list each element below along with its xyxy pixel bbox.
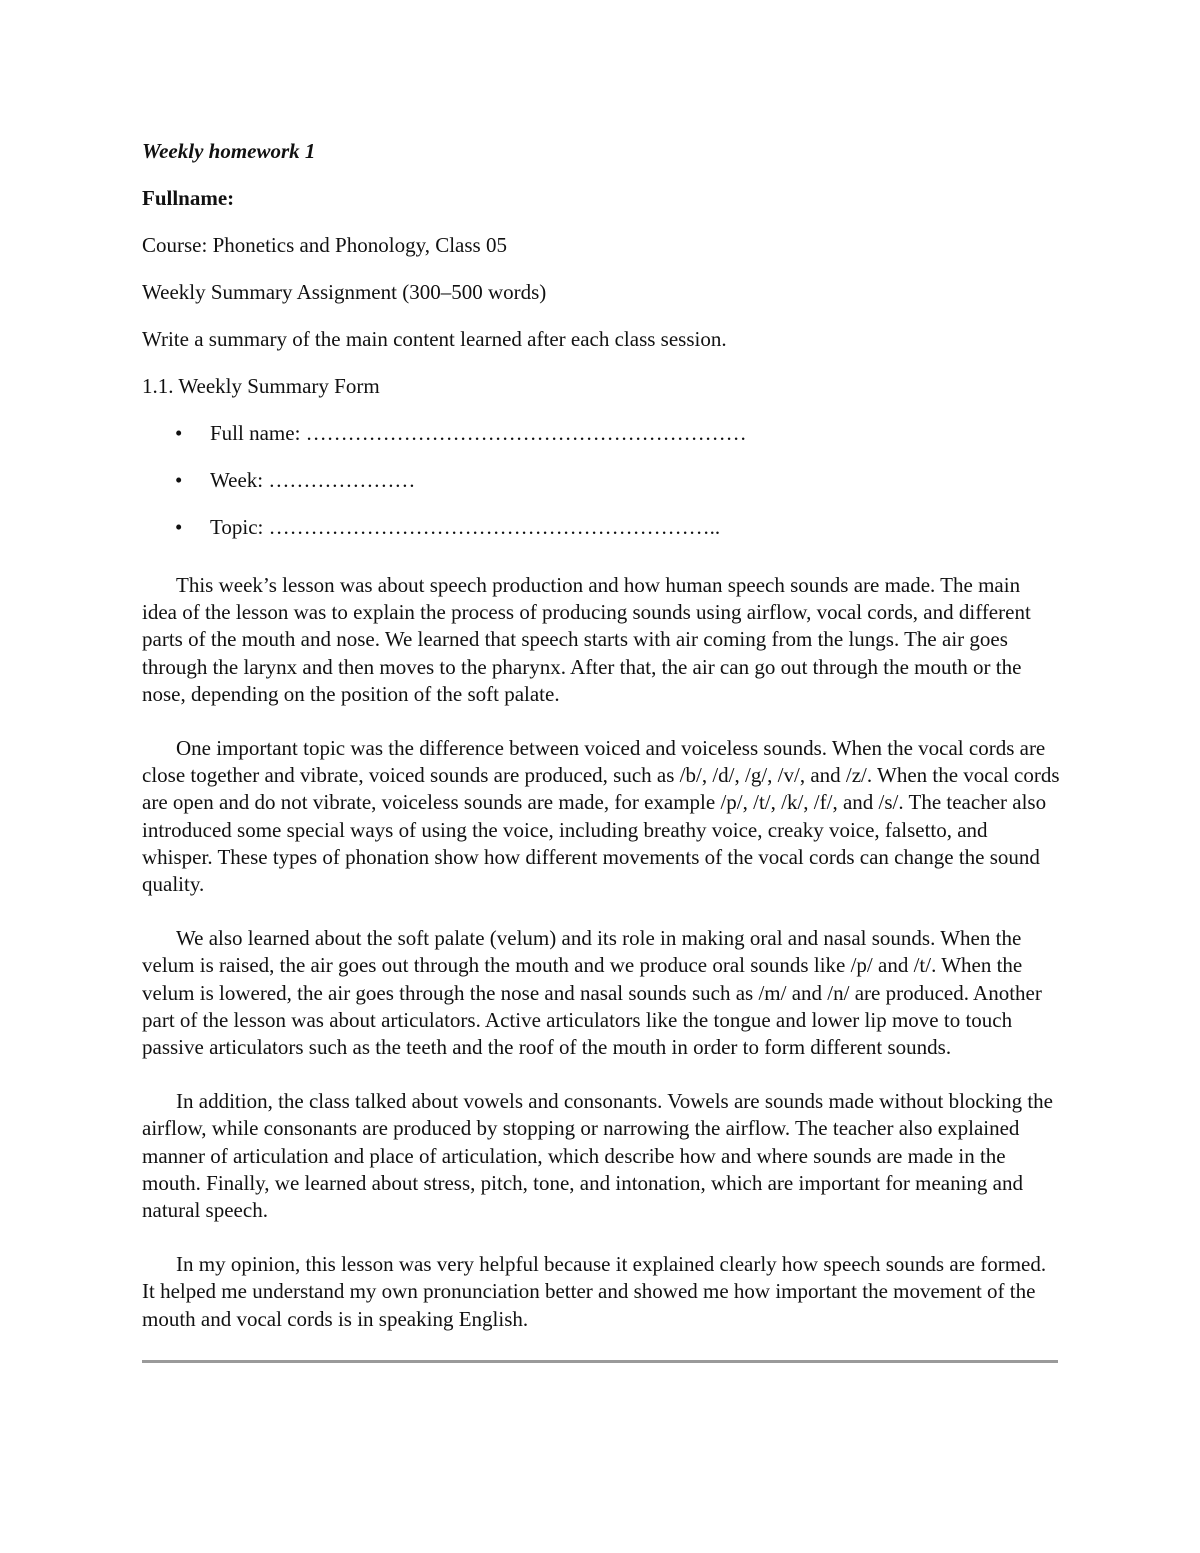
bullet-icon: • [175,468,183,492]
course-line: Course: Phonetics and Phonology, Class 05 [142,233,507,257]
form-field-full-name [142,420,1060,447]
assignment-line: Weekly Summary Assignment (300–500 words) [142,280,547,304]
bullet-icon: • [175,421,183,445]
form-field-topic [142,514,1060,541]
document-title: Weekly homework 1 [142,139,316,163]
document-body [142,138,1060,1333]
form-field-week [142,467,1060,494]
bullet-icon: • [175,515,183,539]
summary-paragraph: In my opinion, this lesson was very helpful because it explained clearly how speech sounds are formed. It helped me understand my own pronunciation better and showed me how important the movement of the mouth and vocal cords is in speaking English. [142,1252,1047,1331]
summary-paragraph: One important topic was the difference between voiced and voiceless sounds. When the vocal cords are close together and vibrate, voiced sounds are produced, such as /b/, /d/, /g/, /v/, and /z/. When the vocal cords are open and do not vibrate, voiceless sounds are made, for example /p/, /t/, /k/, /f/, and /s/. The teacher also introduced some special ways of using the voice, including breathy voice, creaky voice, falsetto, and whisper. These types of phonation show how different movements of the vocal cords can change the sound quality. [142,736,1060,897]
summary-paragraph: In addition, the class talked about vowels and consonants. Vowels are sounds made without blocking the airflow, while consonants are produced by stopping or narrowing the airflow. The teacher also explained manner of articulation and place of articulation, which describe how and where sounds are made in the mouth. Finally, we learned about stress, pitch, tone, and intonation, which are important for meaning and natural speech. [142,1089,1053,1223]
form-field-text: Full name: ……………………………………………………… [210,421,747,445]
summary-paragraph: We also learned about the soft palate (velum) and its role in making oral and nasal sounds. When the velum is raised, the air goes out through the mouth and we produce oral sounds like /p/ and /t/. When the velum is lowered, the air goes through the nose and nasal sounds such as /m/ and /n/ are produced. Another part of the lesson was about articulators. Active articulators like the tongue and lower lip move to touch passive articulators such as the teeth and the roof of the mouth in order to form different sounds. [142,926,1042,1060]
fullname-label: Fullname: [142,186,235,210]
form-heading: 1.1. Weekly Summary Form [142,374,380,398]
summary-paragraph: This week’s lesson was about speech production and how human speech sounds are made. The main idea of the lesson was to explain the process of producing sounds using airflow, vocal cords, and different parts of the mouth and nose. We learned that speech starts with air coming from the lungs. The air goes through the larynx and then moves to the pharynx. After that, the air can go out through the mouth or the nose, depending on the position of the soft palate. [142,573,1031,706]
instruction-line: Write a summary of the main content learned after each class session. [142,327,727,351]
bottom-divider [142,1360,1058,1363]
form-field-text: Week: ………………… [210,468,416,492]
summary-form-fields [142,420,1060,541]
form-field-text: Topic: ……………………………………………………….. [210,515,721,539]
